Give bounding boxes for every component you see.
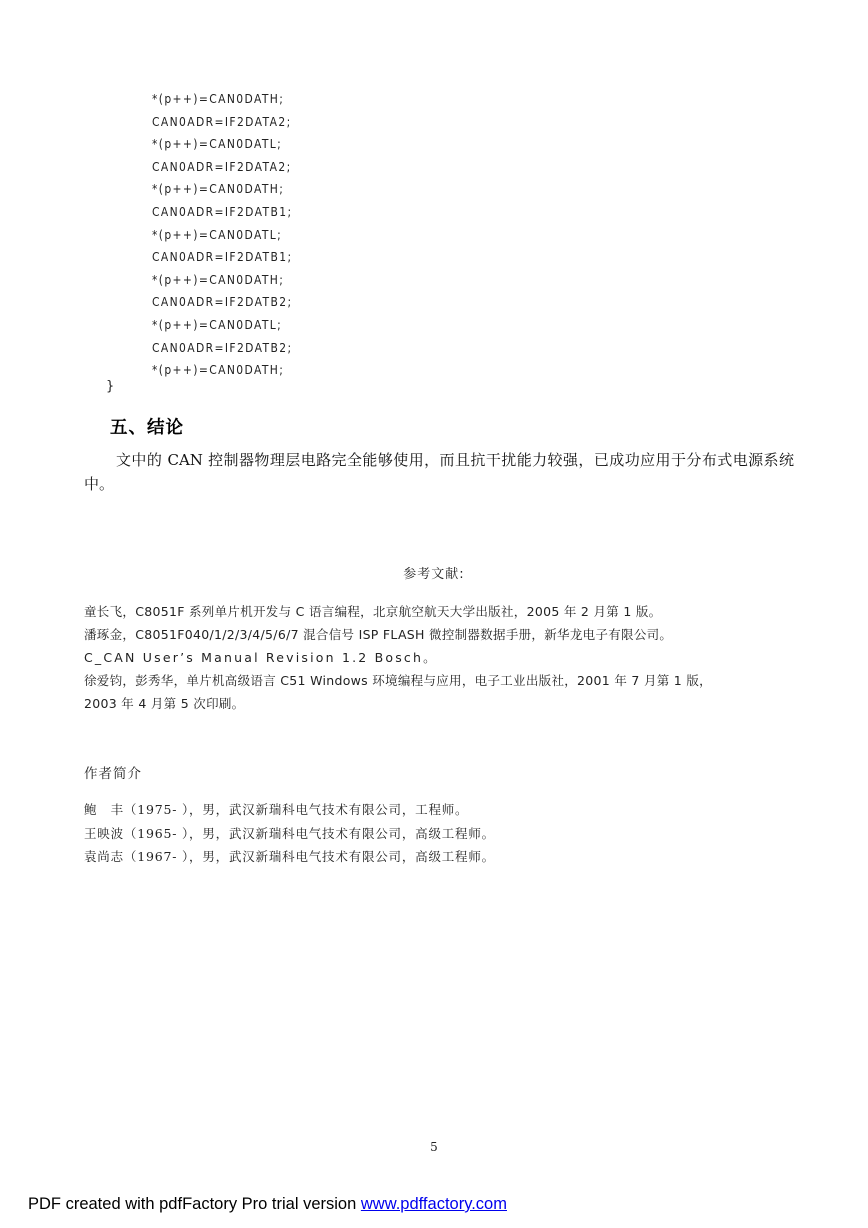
author-item: 鲍 丰（1975- ），男，武汉新瑞科电气技术有限公司，工程师。 xyxy=(84,802,469,817)
code-line: *(p++)=CAN0DATH; xyxy=(152,181,285,197)
code-line: CAN0ADR=IF2DATA2; xyxy=(152,113,292,129)
reference-item: C_CAN User’s Manual Revision 1.2 Bosch。 xyxy=(84,650,438,665)
pdf-footer xyxy=(28,1195,507,1214)
authors-list xyxy=(84,798,495,869)
reference-item: 徐爱钧，彭秀华，单片机高级语言 C51 Windows 环境编程与应用，电子工业出版社，2001 年 7 月第 1 版， xyxy=(84,673,712,688)
author-item: 袁尚志（1967- ），男，武汉新瑞科电气技术有限公司，高级工程师。 xyxy=(84,849,495,864)
section-heading: 五、结论 xyxy=(110,418,184,438)
references-title: 参考文献: xyxy=(403,567,465,582)
code-closing-brace: } xyxy=(106,379,115,394)
author-item: 王映波（1965- ），男，武汉新瑞科电气技术有限公司，高级工程师。 xyxy=(84,825,495,841)
code-line: CAN0ADR=IF2DATB2; xyxy=(152,339,293,355)
code-block xyxy=(152,88,292,382)
page-number: 5 xyxy=(430,1140,438,1154)
code-line: CAN0ADR=IF2DATB1; xyxy=(152,203,293,219)
footer-link[interactable]: www.pdffactory.com xyxy=(360,1195,507,1213)
code-line: CAN0ADR=IF2DATA2; xyxy=(152,158,292,174)
code-line: *(p++)=CAN0DATH; xyxy=(152,91,285,106)
code-line: *(p++)=CAN0DATL; xyxy=(152,226,283,242)
code-line: CAN0ADR=IF2DATB2; xyxy=(152,294,293,310)
code-line: *(p++)=CAN0DATH; xyxy=(152,271,285,287)
reference-item: 2003 年 4 月第 5 次印刷。 xyxy=(84,696,245,711)
references-list xyxy=(84,600,796,715)
code-line: *(p++)=CAN0DATL; xyxy=(152,316,283,332)
code-line: *(p++)=CAN0DATH; xyxy=(152,362,285,378)
conclusion-paragraph: 文中的 CAN 控制器物理层电路完全能够使用，而且抗干扰能力较强，已成功应用于分布式电源系统中。 xyxy=(84,451,794,493)
footer-text: PDF created with pdfFactory Pro trial version xyxy=(28,1195,361,1213)
reference-item: 潘琢金，C8051F040/1/2/3/4/5/6/7 混合信号 ISP FLASH 微控制器数据手册，新华龙电子有限公司。 xyxy=(84,627,673,642)
reference-item: 童长飞，C8051F 系列单片机开发与 C 语言编程，北京航空航天大学出版社，2005 年 2 月第 1 版。 xyxy=(84,604,662,619)
code-line: *(p++)=CAN0DATL; xyxy=(152,136,283,152)
code-line: CAN0ADR=IF2DATB1; xyxy=(152,249,293,265)
authors-title: 作者简介 xyxy=(84,766,142,782)
